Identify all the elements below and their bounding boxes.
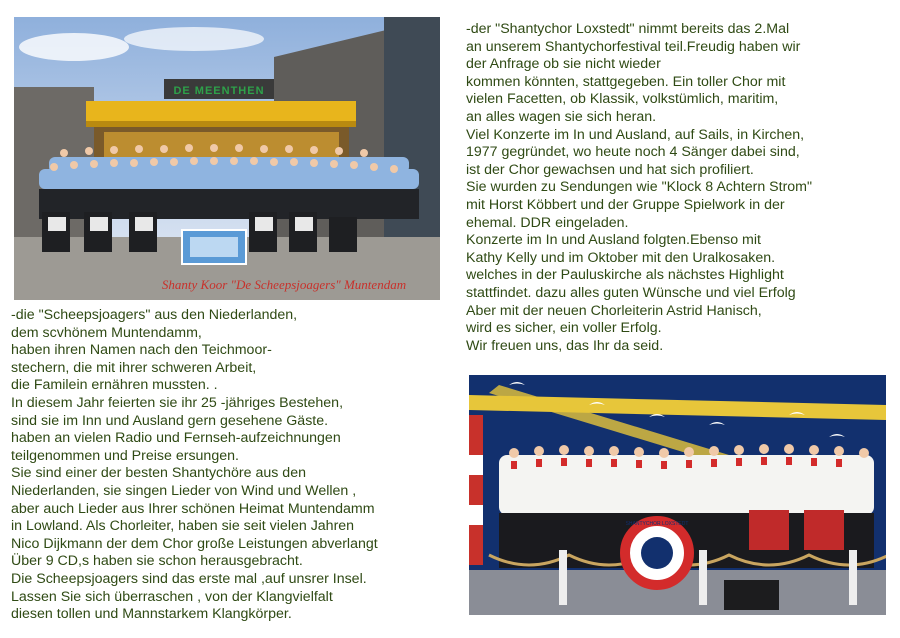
text-line: ehemal. DDR eingeladen. xyxy=(466,214,629,231)
text-line: wird es sicher, ein voller Erfolg. xyxy=(466,320,662,337)
text-line: Konzerte im In und Ausland folgten.Ebenso mit xyxy=(466,232,761,249)
text-line: Viel Konzerte im In und Ausland, auf Sails, in Kirchen, xyxy=(466,126,805,143)
text-line: In diesem Jahr feierten sie ihr 25 -jähriges Bestehen, xyxy=(11,394,344,411)
text-line: die Familein ernähren mussten. . xyxy=(11,377,218,394)
choir-photo-scheepsjoagers-image xyxy=(14,17,440,300)
text-line: in Lowland. Als Chorleiter, haben sie seit vielen Jahren xyxy=(11,518,355,535)
text-line: kommen könnten, stattgegeben. Ein toller Chor mit xyxy=(466,73,786,90)
text-line: haben an vielen Radio und Fernseh-aufzeichnungen xyxy=(11,430,341,447)
text-line: diesen tollen und Mannstarkem Klangkörper. xyxy=(11,606,292,623)
text-line: sind sie im Inn und Ausland gern gesehene Gäste. xyxy=(11,412,329,429)
text-column-scheepsjoagers xyxy=(11,307,378,624)
building-sign: DE MEENTHEN xyxy=(173,85,265,97)
text-column-loxstedt xyxy=(466,21,812,355)
text-line: Lassen Sie sich überraschen , von der Klangvielfalt xyxy=(11,588,333,605)
choir-photo-loxstedt-image xyxy=(469,375,886,615)
text-line: Sie sind einer der besten Shantychöre aus den xyxy=(11,465,306,482)
text-line: Wir freuen uns, das Ihr da seid. xyxy=(466,337,664,354)
text-line: aber auch Lieder aus Ihrer schönen Heimat Muntendamm xyxy=(11,500,375,517)
text-line: stattfindet. dazu alles guten Wünsche und viel Erfolg xyxy=(466,284,796,301)
text-line: 1977 gegründet, wo heute noch 4 Sänger dabei sind, xyxy=(466,144,800,161)
text-line: haben ihren Namen nach den Teichmoor- xyxy=(11,342,272,359)
text-line: dem scvhönem Muntendamm, xyxy=(11,324,202,341)
text-line: stechern, die mit ihrer schweren Arbeit, xyxy=(11,359,257,376)
choir-photo-loxstedt xyxy=(469,375,886,615)
text-line: der Anfrage ob sie nicht wieder xyxy=(466,56,661,73)
text-line: vielen Facetten, ob Klassik, volkstümlich, maritim, xyxy=(466,91,779,108)
lifebuoy-text: SHANTYCHOR LOXSTEDT xyxy=(625,521,689,527)
choir-photo-scheepsjoagers xyxy=(14,17,440,300)
text-line: Über 9 CD,s haben sie schon herausgebracht. xyxy=(11,553,303,570)
text-line: Niederlanden, sie singen Lieder von Wind und Wellen , xyxy=(11,482,357,499)
text-line: Sie wurden zu Sendungen wie "Klock 8 Achtern Strom" xyxy=(466,179,813,196)
text-line: teilgenommen und Preise ersungen. xyxy=(11,447,239,464)
text-line: Nico Dijkmann der dem Chor große Leistungen abverlangt xyxy=(11,535,378,552)
text-line: an unserem Shantychorfestival teil.Freudig haben wir xyxy=(466,38,801,55)
text-line: -die "Scheepsjoagers" aus den Niederlanden, xyxy=(11,307,298,323)
text-line: -der "Shantychor Loxstedt" nimmt bereits das 2.Mal xyxy=(466,21,790,37)
text-line: an alles wagen sie sich heran. xyxy=(466,108,657,125)
text-line: welches in der Pauluskirche als nächstes Highlight xyxy=(466,267,784,284)
text-line: Aber mit der neuen Chorleiterin Astrid Hanisch, xyxy=(466,302,762,319)
photo-caption: Shanty Koor "De Scheepsjoagers" Muntendam xyxy=(161,277,407,292)
text-line: Kathy Kelly und im Oktober mit den Uralkosaken. xyxy=(466,249,776,266)
text-line: ist der Chor gewachsen und hat sich profiliert. xyxy=(466,161,754,178)
text-line: Die Scheepsjoagers sind das erste mal ,auf unsrer Insel. xyxy=(11,570,367,587)
text-line: mit Horst Köbbert und der Gruppe Spielwork in der xyxy=(466,196,785,213)
